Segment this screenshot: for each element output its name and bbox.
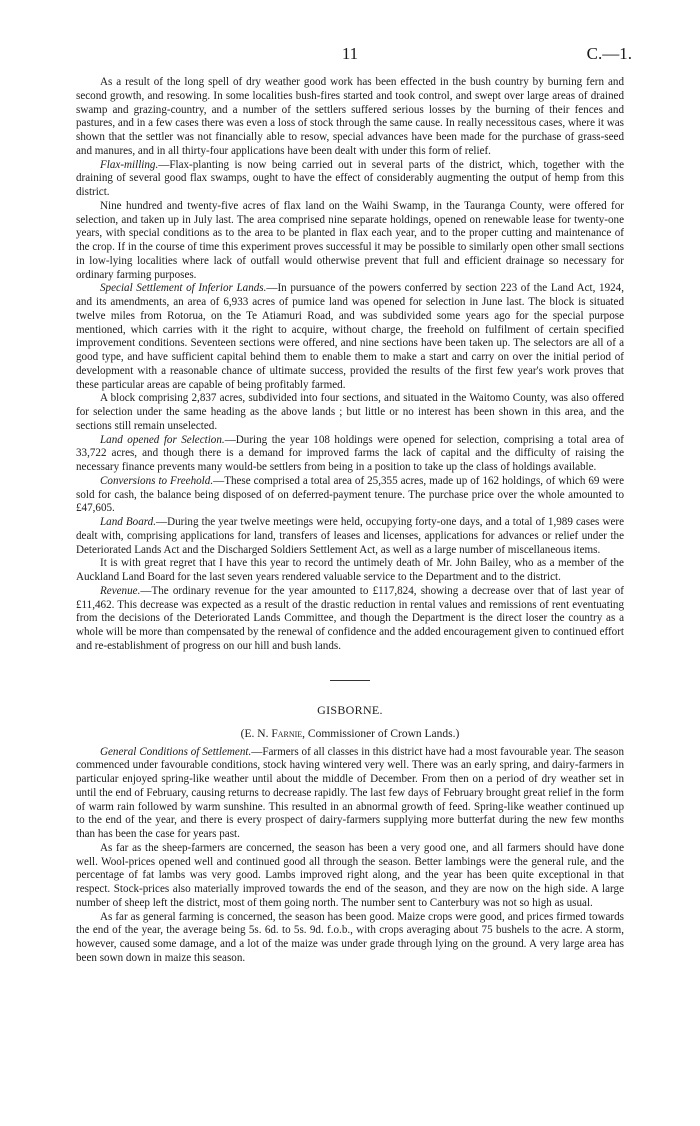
paragraph-text: Nine hundred and twenty-five acres of flax land on the Waihi Swamp, in the Tauranga County, were offered for selection, and taken up in July last. The area comprised nine separate holdings, opened on renewable lease for twenty-one years, with special conditions as to the area to be planted in flax each year, and to the proper cutting and maintenance of the crop. If in the course of time this experiment proves successful it may be possible to similarly open other small sections in low-lying localities where lack of outfall would otherwise prevent that full and efficient drainage so necessary for ordinary farming purposes. (76, 199, 624, 281)
paragraph-text: It is with great regret that I have this year to record the untimely death of Mr. John Bailey, who as a member of the Auckland Land Board for the last seven years rendered valuable service to the Department and to the district. (76, 557, 624, 583)
page-header (74, 44, 632, 66)
section-title: GISBORNE. (317, 702, 383, 717)
paragraph-heading: Conversions to Freehold. (100, 474, 214, 487)
paragraph-text: —Farmers of all classes in this district have had a most favourable year. The season commenced under favourable conditions, stock having wintered very well. There was an early spring, and dairy-farmers in particular enjoyed spring-like weather until about the middle of December. From then on a period of dry weather set in until the end of February, causing returns to decrease rapidly. The last few days of February brought great relief in the form of warm rain followed by warm sunshine. This resulted in an abnormal growth of feed. Spring-like weather continued up to the end of the year, and there is every prospect of dairy-farmers supplying more butterfat during the new few months than has been the case for years past. (76, 745, 625, 840)
paragraph (76, 200, 624, 283)
paragraph (76, 282, 624, 392)
paragraph-text: As far as general farming is concerned, the season has been good. Maize crops were good, and prices firmed towards the end of the year, the average being 5s. 6d. to 5s. 9d. f.o.b., with crops averaging about 75 bushels to the acre. A storm, however, caused some damage, and a lot of the maize was under grade through lying on the ground. A very large area has been sown down in maize this season. (76, 910, 624, 964)
auckland-section-continued (76, 76, 624, 654)
paragraph-heading: Land Board. (100, 516, 156, 528)
paragraph (76, 434, 624, 475)
subtitle-open: (E. N. (240, 727, 272, 740)
paragraph (76, 842, 624, 911)
paragraph (76, 557, 624, 585)
paragraph-text: A block comprising 2,837 acres, subdivided into four sections, and situated in the Waitomo County, was also offered for selection under the same heading as the above lands ; but little or no interest has been shown in this area, and the sections still remain unselected. (76, 392, 624, 432)
paragraph-text: —The ordinary revenue for the year amounted to £117,824, showing a decrease over that of last year of £11,462. This decrease was expected as a result of the drastic reduction in rental values and remissions of rent eventuating from the decisions of the Deteriorated Lands Committee, and though the Department is the direct loser the country as a whole will be more than compensated by the renewal of confidence and the added encouragement given to continued effort and re-establishment of progress on our hill and bush lands. (76, 584, 624, 652)
paragraph-heading: General Conditions of Settlement. (100, 745, 252, 758)
paragraph-text: As a result of the long spell of dry weather good work has been effected in the bush country by burning fern and second growth, and resowing. In some localities bush-fires started and took control, and swept over large areas of drained swamp and grazing-country, and a number of the settlers suffered serious losses by the burning of their fences and pastures, and in a few cases there was even a loss of stock through the same cause. In really necessitous cases, where it was shown that the settler was not financially able to resow, special advances have been made for the purchase of grass-seed and manures, and in all thirty-four applications have been dealt with under this form of relief. (76, 76, 624, 157)
paragraph-heading: Flax-milling. (100, 158, 159, 171)
paragraph (76, 475, 624, 516)
paragraph (76, 76, 624, 159)
commissioner-name: Farnie (271, 727, 303, 740)
paragraph-heading: Special Settlement of Inferior Lands. (100, 282, 267, 295)
paragraph (76, 516, 624, 557)
subtitle-close: , Commissioner of Crown Lands.) (302, 727, 460, 740)
paragraph (76, 585, 624, 654)
section-subtitle (76, 728, 624, 740)
paragraph-text: As far as the sheep-farmers are concerned, the season has been a very good one, and all farmers should have done well. Wool-prices opened well and continued good all through the season. Better lambings were the general rule, and the percentage of fat lambs was very good. Lambs improved right along, and the year has been quite exceptional in that respect. Stock-prices also materially improved towards the end of the season, and they are now on the high side. A large number of sheep left the district, most of them going north. The number sent to Canterbury was not so high as usual. (76, 841, 624, 909)
paragraph-text: —These comprised a total area of 25,355 acres, made up of 162 holdings, of which 69 were sold for cash, the balance being disposed of on deferred-payment tenure. The purchase price over the whole amounted to £47,605. (76, 474, 624, 515)
paragraph-text: —During the year twelve meetings were held, occupying forty-one days, and a total of 1,989 cases were dealt with, comprising applications for land, transfers of leases and licenses, applications for advances or relief under the Deteriorated Lands Act and the Discharged Soldiers Settlement Act, as well as a large number of miscellaneous items. (76, 516, 624, 556)
section-divider (330, 680, 370, 681)
paragraph (76, 392, 624, 433)
paragraph-text: —In pursuance of the powers conferred by section 223 of the Land Act, 1924, and its amendments, an area of 6,933 acres of pumice land was opened for selection in June last. The block is situated twelve miles from Rotorua, on the Te Atiamuri Road, and was subdivided some years ago for the special purpose mentioned, which carries with it the right to acquire, without charge, the freehold on fulfilment of certain specified improvement conditions. Seventeen sections were offered, and nine sections have been taken up. The selectors are all of a good type, and have sufficient capital behind them to enable them to make a start and carry on over the initial period of development with a reasonable chance of ultimate success, provided the results of the first few year's work proves that these particular areas are capable of being profitably farmed. (76, 282, 624, 391)
paragraph (76, 746, 624, 842)
gisborne-section (76, 703, 624, 966)
page-number: 11 (341, 44, 359, 63)
paragraph-heading: Revenue. (100, 584, 141, 597)
paragraph (76, 159, 624, 200)
body-text (76, 76, 624, 966)
paragraph-heading: Land opened for Selection. (100, 433, 225, 446)
document-reference: C.—1. (586, 44, 632, 63)
paragraph (76, 911, 624, 966)
paragraph-text: —During the year 108 holdings were opened for selection, comprising a total area of 33,722 acres, and though there is a demand for improved farms the lack of capital and the difficulty of raising the necessary finance prevents many would-be settlers from being in a position to take up the class of holdings available. (76, 433, 624, 473)
paragraph-text: —Flax-planting is now being carried out in several parts of the district, which, together with the draining of several good flax swamps, ought to have the effect of considerably augmenting the output of hemp from this district. (76, 158, 624, 198)
